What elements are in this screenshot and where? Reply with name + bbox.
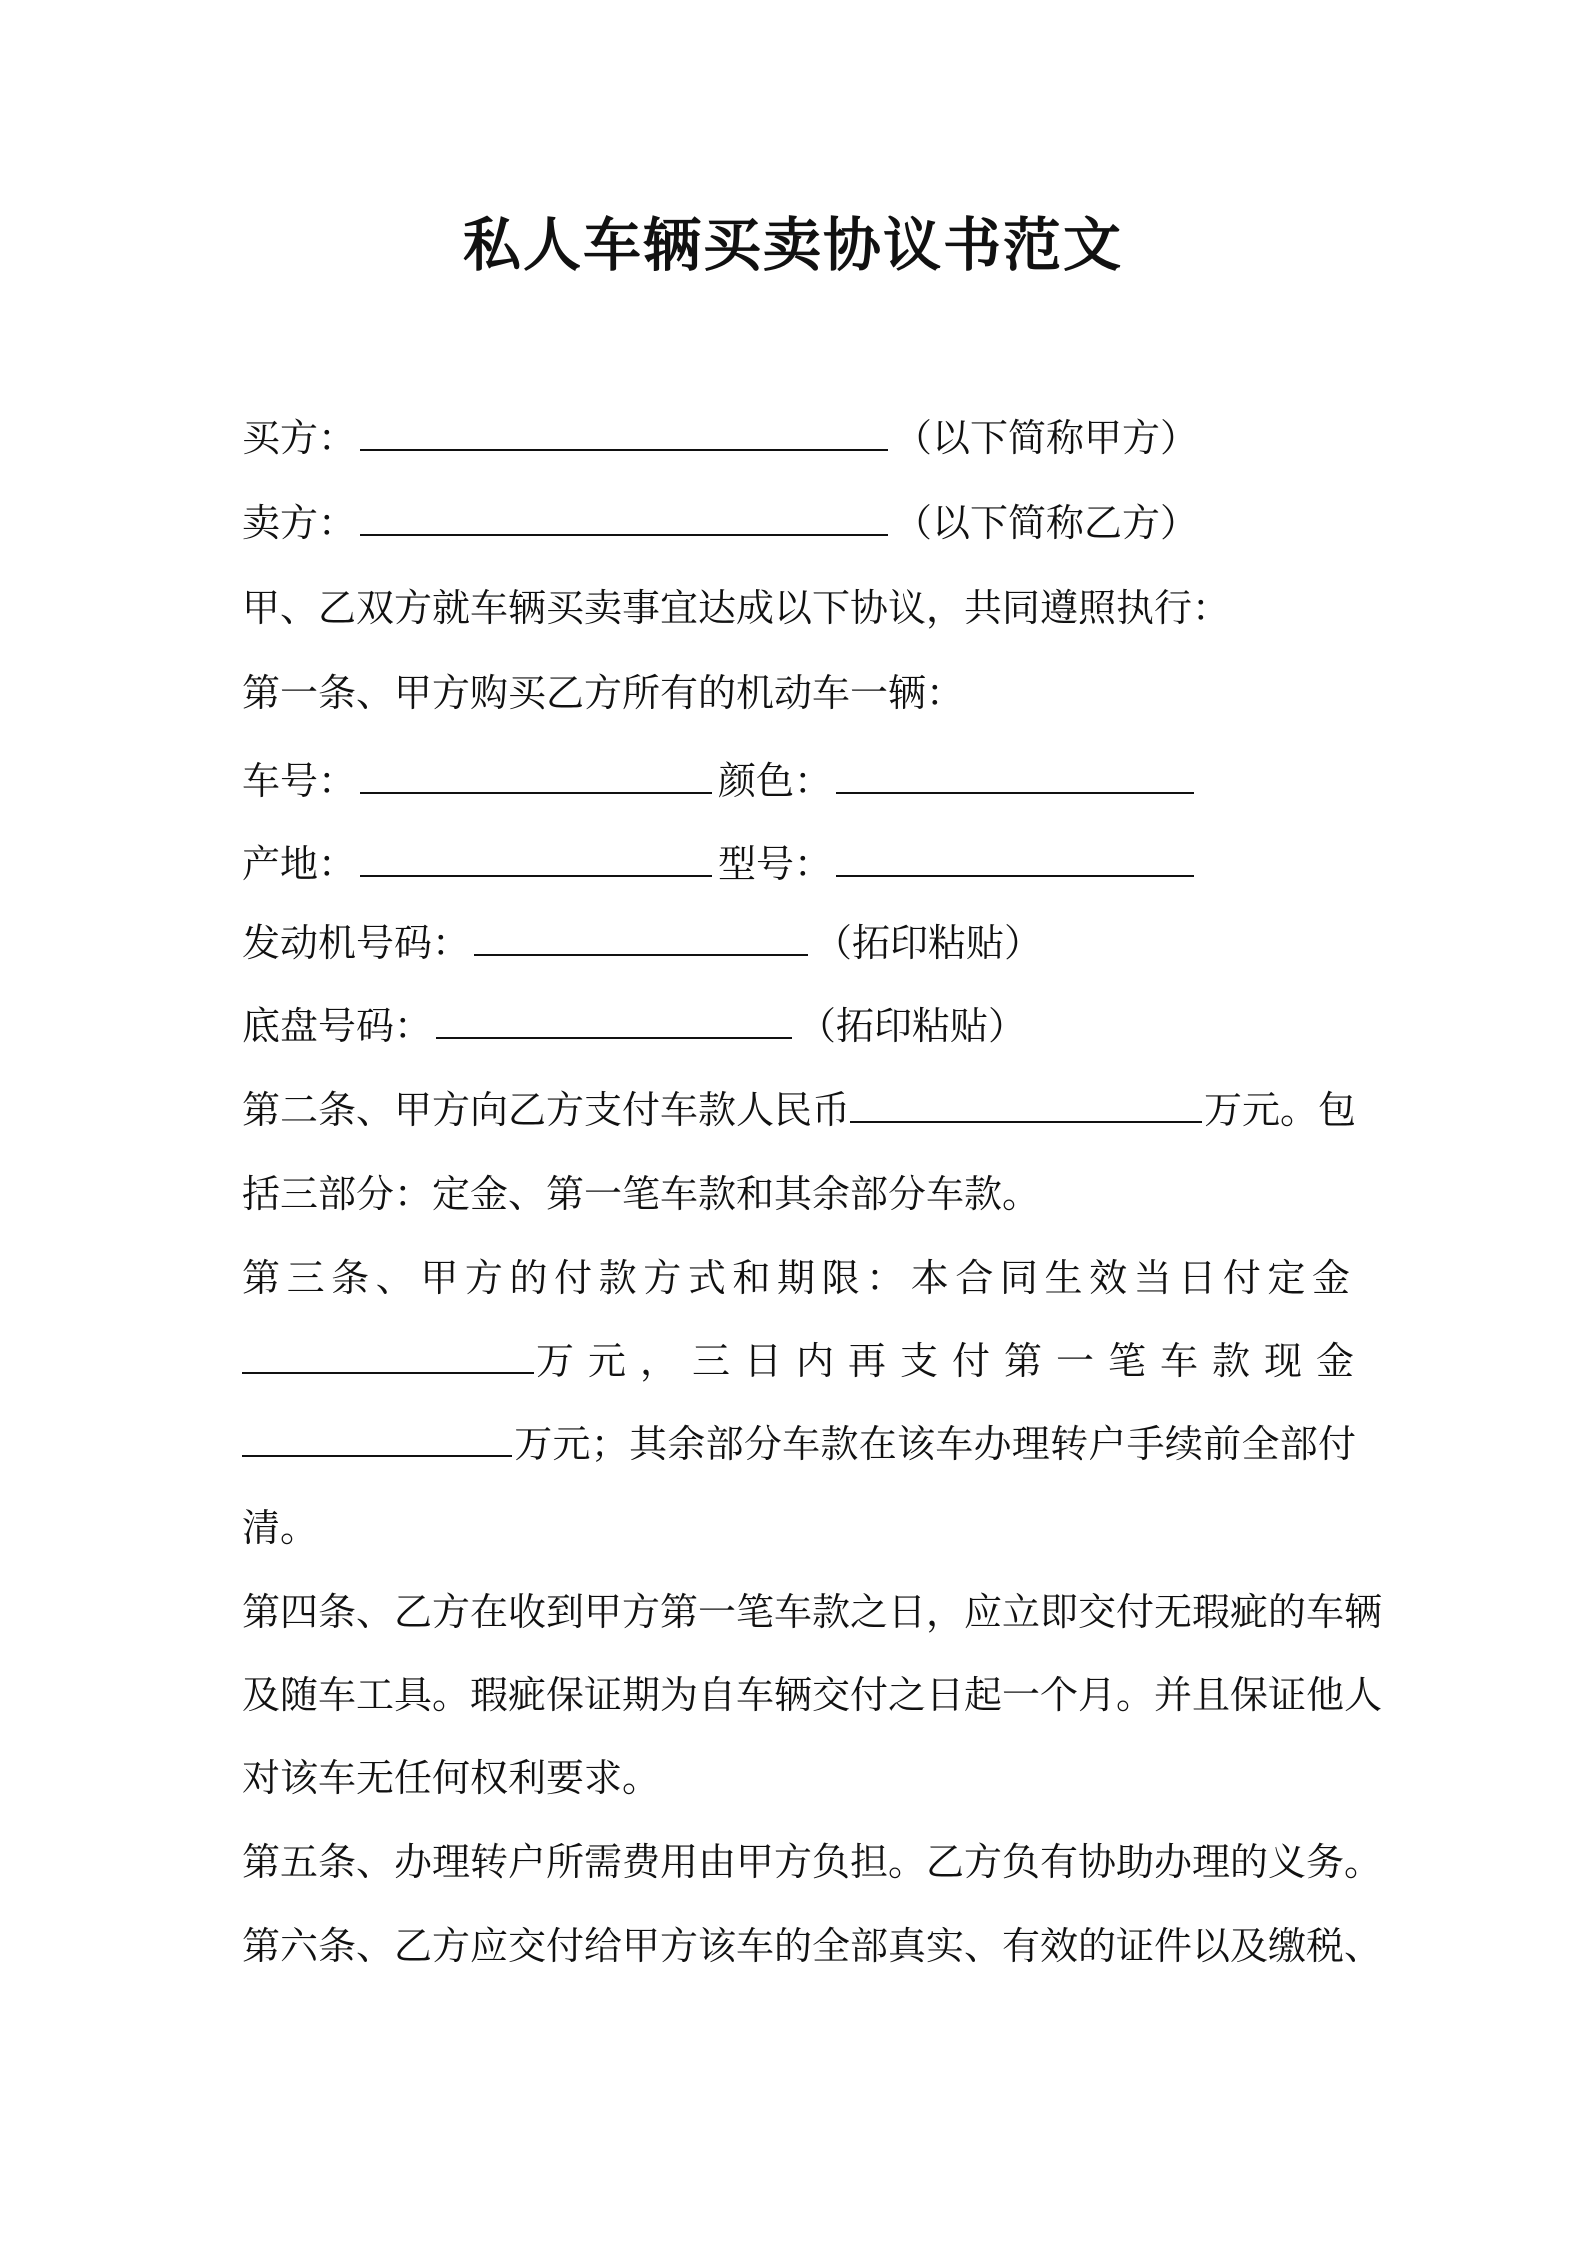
buyer-suffix: （以下简称甲方） xyxy=(894,416,1199,460)
engine-number-line xyxy=(242,915,1042,971)
first-payment-blank[interactable] xyxy=(242,1419,512,1457)
total-price-blank[interactable] xyxy=(850,1085,1202,1123)
article-3-line-2 xyxy=(242,1333,1369,1389)
article-2-suffix: 万元。包 xyxy=(1204,1088,1357,1132)
deposit-blank[interactable] xyxy=(242,1336,534,1374)
seller-suffix: （以下简称乙方） xyxy=(894,501,1199,545)
buyer-name-blank[interactable] xyxy=(360,413,888,451)
plate-label: 车号： xyxy=(242,759,357,803)
article-4-line-3: 对该车无任何权利要求。 xyxy=(242,1756,661,1800)
color-blank[interactable] xyxy=(836,756,1194,794)
plate-color-line xyxy=(242,753,1200,809)
engine-number-blank[interactable] xyxy=(474,918,808,956)
intro-paragraph: 甲、乙双方就车辆买卖事宜达成以下协议，共同遵照执行： xyxy=(242,586,1231,630)
article-4-line-2: 及随车工具。瑕疵保证期为自车辆交付之日起一个月。并且保证他人 xyxy=(242,1673,1383,1717)
article-4-line-1: 第四条、乙方在收到甲方第一笔车款之日，应立即交付无瑕疵的车辆 xyxy=(242,1590,1383,1634)
article-6: 第六条、乙方应交付给甲方该车的全部真实、有效的证件以及缴税、 xyxy=(242,1924,1383,1968)
document-title: 私人车辆买卖协议书范文 xyxy=(462,211,1123,279)
article-2-line-2: 括三部分：定金、第一笔车款和其余部分车款。 xyxy=(242,1172,1041,1216)
chassis-number-blank[interactable] xyxy=(436,1001,792,1039)
chassis-number-line xyxy=(242,998,1026,1054)
chassis-suffix: （拓印粘贴） xyxy=(798,1004,1027,1048)
engine-label: 发动机号码： xyxy=(242,921,471,965)
origin-blank[interactable] xyxy=(360,839,712,877)
article-2-prefix: 第二条、甲方向乙方支付车款人民币 xyxy=(242,1088,851,1132)
article-3-line-3 xyxy=(242,1416,1356,1472)
model-blank[interactable] xyxy=(836,839,1194,877)
model-label: 型号： xyxy=(718,842,833,886)
article-5: 第五条、办理转户所需费用由甲方负担。乙方负有协助办理的义务。 xyxy=(242,1840,1383,1884)
seller-name-blank[interactable] xyxy=(360,498,888,536)
article-3-line-3-text: 万元；其余部分车款在该车办理转户手续前全部付 xyxy=(514,1422,1356,1466)
article-1: 第一条、甲方购买乙方所有的机动车一辆： xyxy=(242,671,965,715)
article-2-line-1 xyxy=(242,1082,1356,1138)
buyer-label: 买方： xyxy=(242,416,357,460)
article-3-line-4: 清。 xyxy=(242,1506,319,1550)
plate-blank[interactable] xyxy=(360,756,712,794)
origin-model-line xyxy=(242,836,1200,892)
chassis-label: 底盘号码： xyxy=(242,1004,433,1048)
seller-label: 卖方： xyxy=(242,501,357,545)
buyer-line xyxy=(242,410,1198,466)
seller-line xyxy=(242,495,1198,551)
article-3-line-2-text: 万元，三日内再支付第一笔车款现金 xyxy=(536,1339,1369,1383)
color-label: 颜色： xyxy=(718,759,833,803)
engine-suffix: （拓印粘贴） xyxy=(814,921,1043,965)
article-3-line-1: 第三条、甲方的付款方式和期限：本合同生效当日付定金 xyxy=(242,1256,1356,1300)
origin-label: 产地： xyxy=(242,842,357,886)
